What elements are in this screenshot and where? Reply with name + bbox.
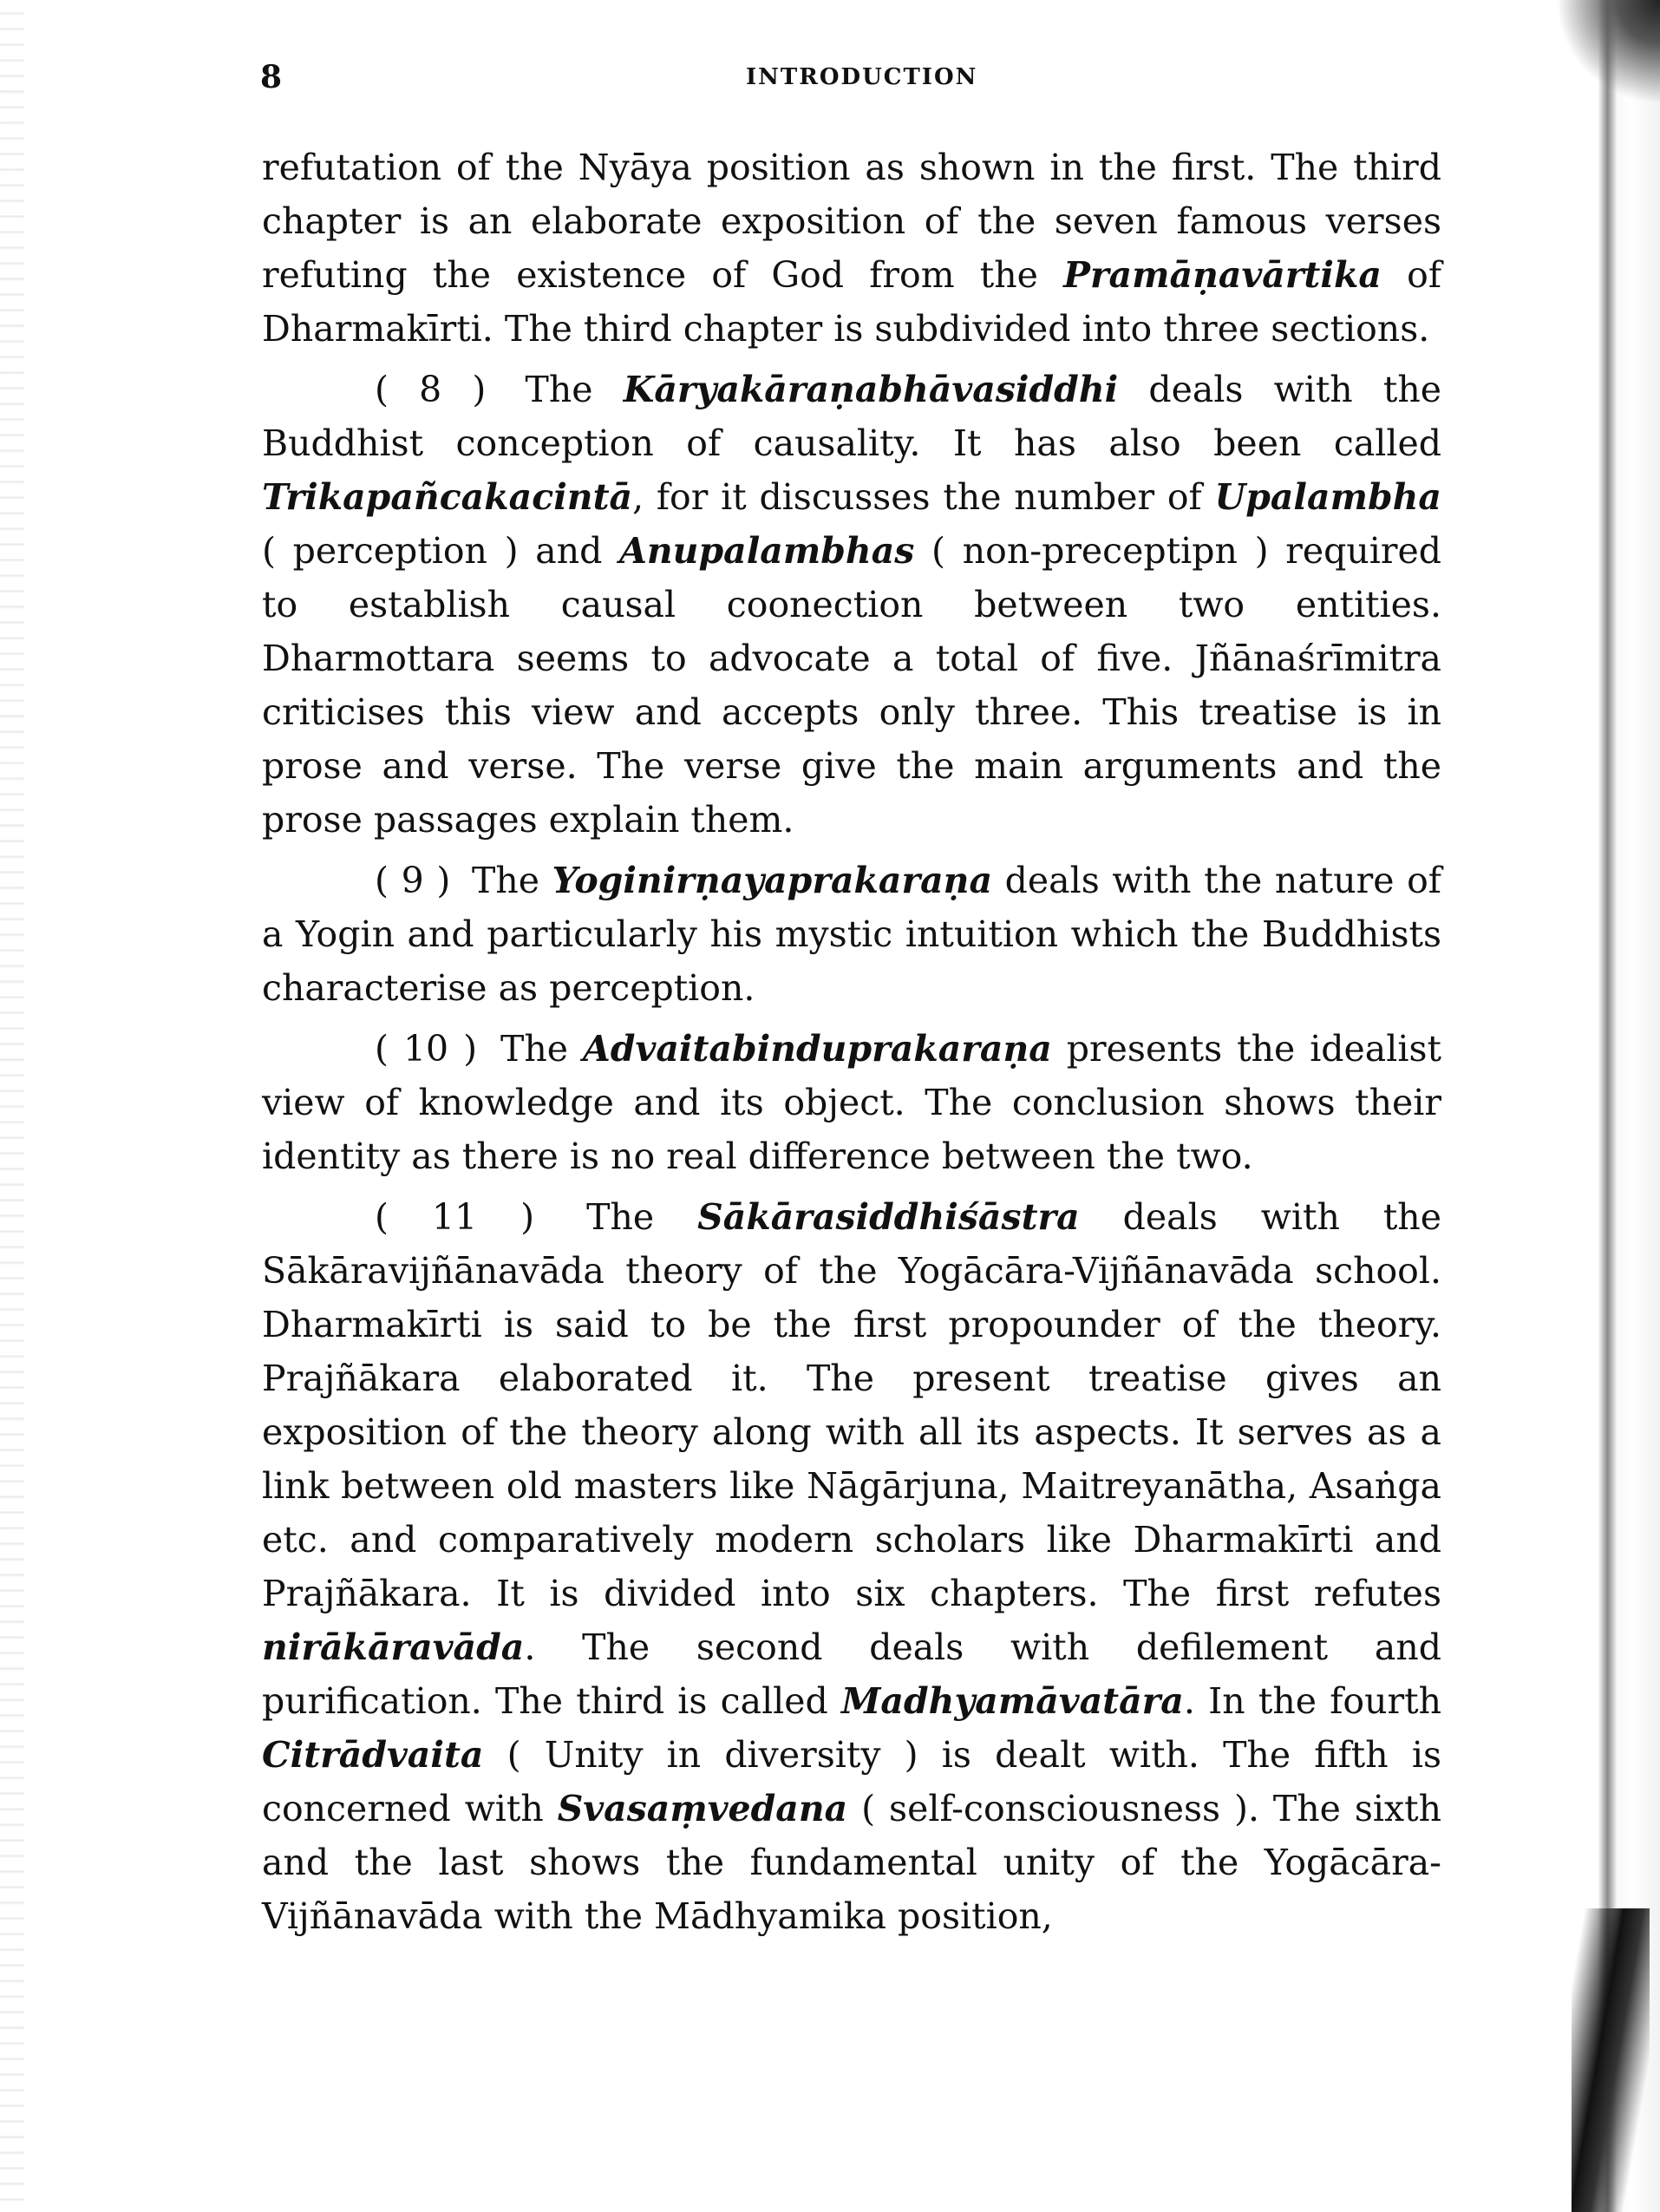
work-title: Advaitabinduprakaraṇa [583, 1028, 1052, 1070]
term: Madhyamāvatāra [841, 1680, 1184, 1722]
text-run: The [459, 860, 552, 901]
paragraph-9 [262, 854, 1441, 1015]
page-header [260, 59, 1431, 102]
text-run: The [543, 1196, 698, 1238]
term: nirākāravāda [262, 1626, 525, 1668]
running-head: INTRODUCTION [746, 64, 978, 90]
scan-shadow-top-right [1539, 0, 1660, 121]
work-title: Trikapañcakacintā [262, 476, 633, 518]
paragraph-11 [262, 1190, 1441, 1943]
paragraph-number: ( 10 ) [375, 1028, 478, 1070]
text-run: . In the fourth [1183, 1680, 1441, 1722]
text-run: . The second deals with defilement and purification. The third is called [262, 1626, 1441, 1722]
text-run: , for it discusses the number of [632, 476, 1215, 518]
text-run: deals with the nature of a Yogin and particularly his mystic intuition which the Buddhists characterise as perception. [262, 860, 1441, 1009]
body-text [262, 141, 1441, 1943]
work-title: Pramāṇavārtika [1063, 254, 1382, 296]
paragraph-number: ( 8 ) [375, 369, 487, 410]
text-run: deals with the Sākāravijñānavāda theory of the Yogācāra-Vijñānavāda school. Dharmakīrti is said to be the first propounder of the theory. Prajñākara elaborated it. The present treatise gives an exposition of the theory along with all its aspects. It serves as a link between old masters like Nāgārjuna, Maitreyanātha, Asaṅga etc. and comparatively modern scholars like Dharmakīrti and Prajñākara. It is divided into six chapters. The first refutes [262, 1196, 1441, 1614]
text-run: of Dharmakīrti. The third chapter is subdivided into three sections. [262, 254, 1441, 350]
text-run: deals with the Buddhist conception of causality. It has also been called [262, 369, 1441, 464]
work-title: Kāryakāraṇabhāvasiddhi [623, 369, 1119, 410]
scan-edge-right [1565, 0, 1660, 2212]
text-run: The [494, 369, 624, 410]
page-number: 8 [260, 59, 283, 95]
work-title: Yoginirṇayaprakaraṇa [552, 860, 993, 901]
paragraph-number: ( 11 ) [375, 1196, 535, 1238]
text-run: presents the idealist view of knowledge and its object. The conclusion shows their identity as there is no real difference between the two. [262, 1028, 1441, 1177]
paragraph-10 [262, 1022, 1441, 1183]
text-run: The [486, 1028, 584, 1070]
scan-edge-left [0, 0, 24, 2212]
term: Anupalambhas [619, 530, 915, 572]
scan-shadow-bottom-right [1572, 1908, 1650, 2212]
term: Upalambha [1214, 476, 1441, 518]
text-run: ( self-consciousness ). The sixth and the last shows the fundamental unity of the Yogācāra-Vijñānavāda with the Mādhyamika position, [262, 1788, 1441, 1937]
paragraph-number: ( 9 ) [375, 860, 451, 901]
term: Citrādvaita [262, 1734, 484, 1776]
term: Svasaṃvedana [557, 1788, 848, 1829]
text-run: ( non-preceptipn ) required to establish causal coonection between two entities. Dharmottara seems to advocate a total of five. Jñānaśrīmitra criticises this view and accepts only three. This treatise is in prose and verse. The verse give the main arguments and the prose passages explain them. [262, 530, 1441, 841]
work-title: Sākārasiddhiśāstra [697, 1196, 1080, 1238]
text-run: refutation of the Nyāya position as shown in the first. The third chapter is an elaborate exposition of the seven famous verses refuting the existence of God from the [262, 147, 1441, 296]
paragraph-8 [262, 363, 1441, 847]
paragraph-continuation [262, 141, 1441, 356]
text-run: ( perception ) and [262, 530, 620, 572]
text-run: ( Unity in diversity ) is dealt with. The fifth is concerned with [262, 1734, 1441, 1829]
